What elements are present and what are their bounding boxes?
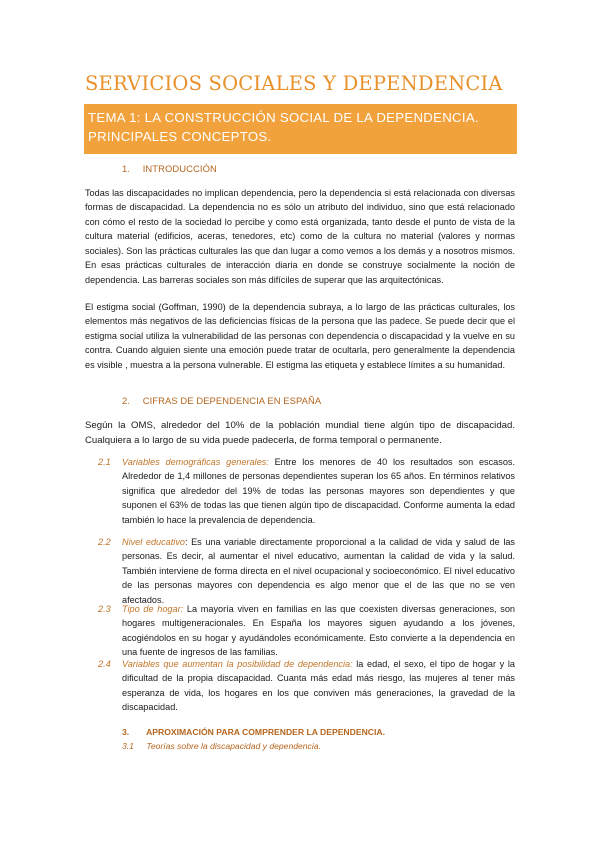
subsection-number: 3.1 — [122, 741, 134, 751]
list-item-number: 2.3 — [98, 604, 111, 614]
section-title: CIFRAS DE DEPENDENCIA EN ESPAÑA — [142, 395, 322, 406]
list-item — [98, 602, 515, 660]
section-heading-cifras — [122, 395, 321, 406]
list-item-text: la edad, el sexo, el tipo de hogar y la dificultad de la propia discapacidad. Cuanta más edad más riesgo, las mujeres al tener más esperanza de vida, los hogares en los que conviven más generaciones, la gravedad de la discapacidad. — [122, 659, 515, 713]
list-item-label: Variables demográficas generales: — [122, 457, 269, 467]
list-item-text: La mayoría viven en familias en las que coexisten diversas generaciones, son hogares multigeneracionales. En España los mayores siguen ayudando a los jóvenes, acogiéndolos en su hogar y ayudándoles económicamente. Esto convierte a la dependencia en una fuente de ingresos de las familias. — [122, 604, 515, 658]
list-item-number: 2.4 — [98, 659, 111, 669]
cifras-paragraph: Según la OMS, alrededor del 10% de la población mundial tiene algún tipo de discapacidad. Cualquiera a lo largo de su vida puede padecerla, de forma temporal o permanente. — [85, 420, 515, 446]
section-heading-aproximacion — [122, 727, 385, 737]
subsection-heading-teorias — [122, 741, 321, 751]
topic-banner — [84, 104, 517, 154]
section-title: APROXIMACIÓN PARA COMPRENDER LA DEPENDENCIA. — [146, 727, 385, 737]
intro-paragraph-2: El estigma social (Goffman, 1990) de la dependencia subraya, a lo largo de las prácticas culturales, los elementos más negativos de las deficiencias físicas de la persona que las padece. Se puede decir que el estigma social utiliza la vulnerabilidad de las personas con dependencia o discapacidad y la vuelve en su contra. Cuando alguien siente una emoción puede tratar de ocultarla, pero generalmente la dependencia es visible , muestra a la persona vulnerable. El estigma las etiqueta y establece límites a su humanidad. — [85, 302, 515, 370]
list-item — [98, 455, 515, 527]
list-item-number: 2.2 — [98, 537, 111, 547]
document-title: SERVICIOS SOCIALES Y DEPENDENCIA — [85, 72, 503, 95]
topic-title-line-1: TEMA 1: LA CONSTRUCCIÓN SOCIAL DE LA DEPENDENCIA. — [88, 110, 479, 125]
intro-paragraph-1: Todas las discapacidades no implican dependencia, pero la dependencia si está relacionada con diversas formas de discapacidad. La dependencia no es sólo un atributo del individuo, sino que está relacionado con cómo el resto de la sociedad lo percibe y como está organizada, tanto desde el punto de vista de la cultura material (edificios, aceras, tenedores, etc) como de la cultura no material (valores y normas sociales). Son las prácticas culturales las que dan lugar a como vemos a los demás y a nosotros mismos. En esas prácticas culturales de interacción diaria en donde se construye socialmente la noción de dependencia. Las barreras sociales son más difíciles de superar que las arquitectónicas. — [85, 188, 515, 285]
list-item-label: Nivel educativo — [122, 537, 185, 547]
section-title: INTRODUCCIÓN — [142, 163, 217, 174]
list-item — [98, 535, 515, 607]
section-number: 2. — [122, 395, 131, 406]
list-item-number: 2.1 — [98, 457, 111, 467]
section-heading-introduccion — [122, 163, 217, 174]
section-number: 3. — [122, 727, 130, 737]
topic-title-line-2: PRINCIPALES CONCEPTOS. — [88, 129, 272, 144]
list-item-label: Variables que aumentan la posibilidad de dependencia: — [122, 659, 353, 669]
list-item-text: Entre los menores de 40 los resultados son escasos. Alrededor de 1,4 millones de personas dependientes superan los 65 años. En términos relativos significa que alrededor del 19% de todas las personas mayores son dependientes y que suponen el 63% de todas las que tienen algún tipo de discapacidad. Conforme aumenta la edad también lo hace la prevalencia de dependencia. — [122, 457, 515, 525]
list-item-label: Tipo de hogar: — [122, 604, 184, 614]
list-item-text: : Es una variable directamente proporcional a la calidad de vida y salud de las personas. Es decir, al aumentar el nivel educativo, aumentan la calidad de vida y la salud. También interviene de forma directa en el nivel ocupacional y socioeconómico. El nivel educativo de las personas mayores con dependencia es algo menor que el de las que no se ven afectados. — [122, 537, 515, 605]
section-number: 1. — [122, 163, 131, 174]
subsection-title: Teorías sobre la discapacidad y dependencia. — [146, 741, 321, 751]
list-item — [98, 657, 515, 715]
